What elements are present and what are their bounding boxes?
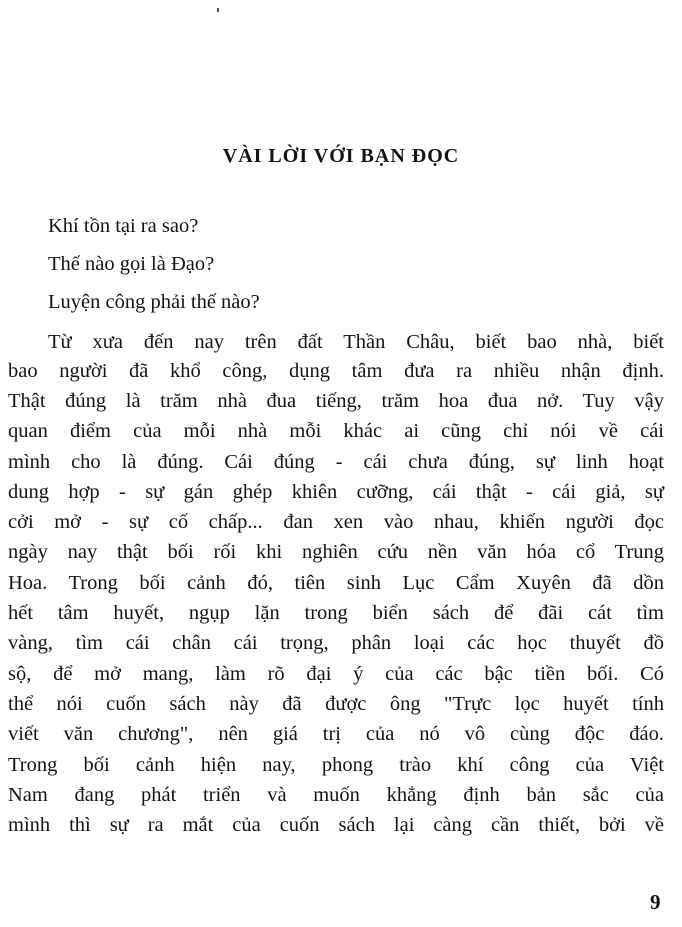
page-number: 9 xyxy=(650,890,661,914)
body-line: Thật đúng là trăm nhà đua tiếng, trăm hoa đua nở. Tuy vậy xyxy=(8,390,664,412)
body-line: dung hợp - sự gán ghép khiên cưỡng, cái thật - cái giả, sự xyxy=(8,481,664,503)
body-line: hết tâm huyết, ngụp lặn trong biển sách để đãi cát tìm xyxy=(8,602,664,624)
body-line: mình thì sự ra mắt của cuốn sách lại càng cần thiết, bởi về xyxy=(8,814,664,836)
body-line: viết văn chương", nên giá trị của nó vô cùng độc đáo. xyxy=(8,723,664,745)
body-line: mình cho là đúng. Cái đúng - cái chưa đúng, sự linh hoạt xyxy=(8,451,664,473)
body-line: sộ, để mở mang, làm rõ đại ý của các bậc tiền bối. Có xyxy=(8,663,664,685)
body-line: bao người đã khổ công, dụng tâm đưa ra nhiều nhận định. xyxy=(8,360,664,382)
body-line: cởi mở - sự cố chấp... đan xen vào nhau, khiến người đọc xyxy=(8,511,664,533)
body-line: ngày nay thật bối rối khi nghiên cứu nền văn hóa cổ Trung xyxy=(8,541,664,563)
print-speck xyxy=(217,8,219,12)
body-line: Trong bối cảnh hiện nay, phong trào khí công của Việt xyxy=(8,754,664,776)
body-line: thể nói cuốn sách này đã được ông "Trực lọc huyết tính xyxy=(8,693,664,715)
body-line: vàng, tìm cái chân cái trọng, phân loại các học thuyết đồ xyxy=(8,632,664,654)
page-title: VÀI LỜI VỚI BẠN ĐỌC xyxy=(222,145,460,167)
question-line: Khí tồn tại ra sao? xyxy=(48,215,199,237)
body-line: Từ xưa đến nay trên đất Thần Châu, biết bao nhà, biết xyxy=(48,331,664,353)
body-line: quan điểm của mỗi nhà mỗi khác ai cũng chỉ nói về cái xyxy=(8,420,664,442)
question-line: Luyện công phải thế nào? xyxy=(48,291,260,313)
body-line: Nam đang phát triển và muốn khẳng định bản sắc của xyxy=(8,784,664,806)
question-line: Thế nào gọi là Đạo? xyxy=(48,253,215,275)
body-line: Hoa. Trong bối cảnh đó, tiên sinh Lục Cẩm Xuyên đã dồn xyxy=(8,572,664,594)
